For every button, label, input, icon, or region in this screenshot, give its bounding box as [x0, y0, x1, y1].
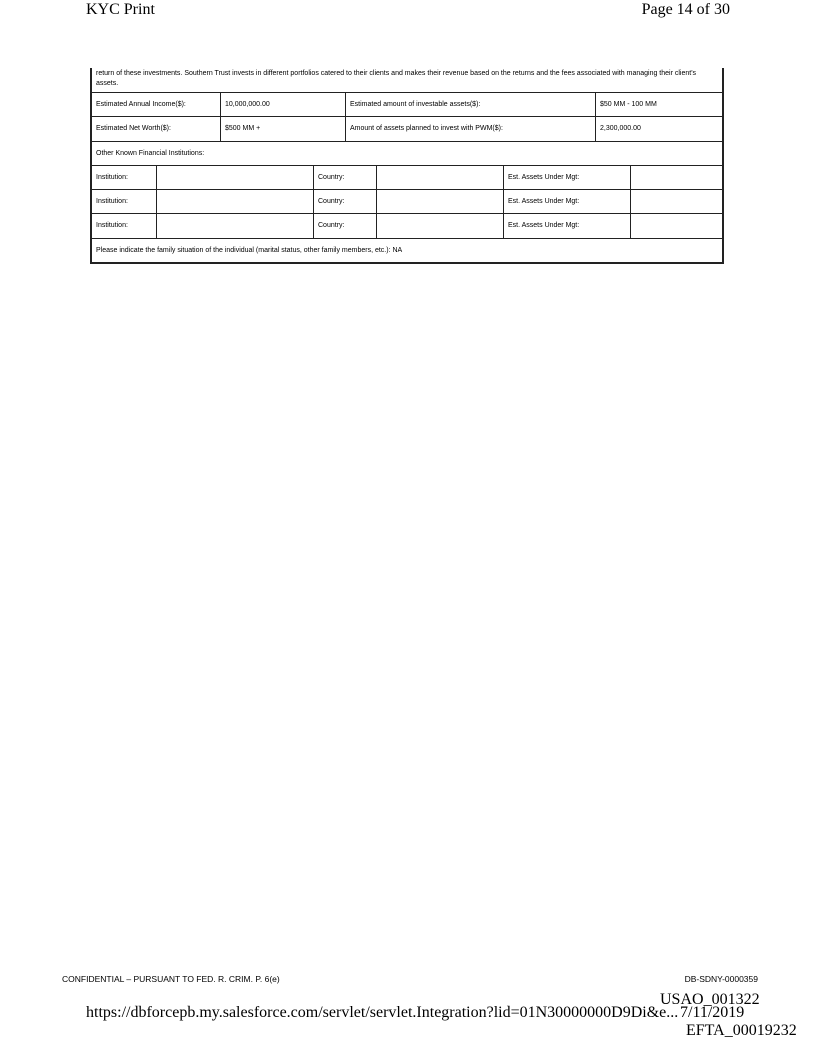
investable-assets-label: Estimated amount of investable assets($): [345, 93, 595, 116]
annual-income-row [92, 93, 722, 117]
source-url: https://dbforcepb.my.salesforce.com/servlet/servlet.Integration?lid=01N30000000D9Di&e... [86, 1004, 679, 1021]
country-label: Country: [313, 190, 376, 213]
other-institutions-label: Other Known Financial Institutions: [96, 149, 205, 157]
pwm-assets-value: 2,300,000.00 [595, 117, 722, 141]
institution-row [92, 190, 722, 214]
efta-stamp: EFTA_00019232 [686, 1022, 797, 1039]
country-value [376, 166, 503, 189]
institution-label: Institution: [96, 173, 128, 181]
print-date: 7/11/2019 [680, 1004, 745, 1021]
net-worth-value: $500 MM + [220, 117, 345, 141]
institution-row [92, 166, 722, 190]
net-worth-label: Estimated Net Worth($): [96, 125, 171, 132]
aum-value [630, 214, 722, 238]
annual-income-label: Estimated Annual Income($): [96, 100, 186, 108]
business-description-row [92, 68, 722, 93]
institution-value [156, 190, 313, 213]
aum-value [630, 166, 722, 189]
pwm-assets-label: Amount of assets planned to invest with PWM($): [345, 117, 595, 141]
kyc-financial-form [90, 68, 724, 264]
institution-row [92, 214, 722, 239]
other-institutions-row [92, 142, 722, 166]
institution-value [156, 166, 313, 189]
family-situation-row [92, 239, 722, 262]
institution-label: Institution: [96, 197, 128, 205]
net-worth-row [92, 117, 722, 142]
family-situation-text: Please indicate the family situation of the individual (marital status, other family members, etc.): NA [96, 246, 403, 254]
page-number: Page 14 of 30 [641, 1, 730, 18]
annual-income-value: 10,000,000.00 [220, 93, 345, 116]
aum-label: Est. Assets Under Mgt: [503, 166, 630, 189]
country-label: Country: [313, 214, 376, 238]
aum-label: Est. Assets Under Mgt: [503, 190, 630, 213]
aum-value [630, 190, 722, 213]
usao-stamp: USAO_001322 [660, 991, 760, 1008]
confidential-notice: CONFIDENTIAL – PURSUANT TO FED. R. CRIM. P. 6(e) [62, 974, 280, 984]
country-value [376, 214, 503, 238]
country-label: Country: [313, 166, 376, 189]
institution-value [156, 214, 313, 238]
business-description-text: return of these investments. Southern Trust invests in different portfolios catered to their clients and makes their revenue based on the returns and the fees associated with managing their client's assets. [96, 70, 697, 87]
aum-label: Est. Assets Under Mgt: [503, 214, 630, 238]
country-value [376, 190, 503, 213]
document-title: KYC Print [86, 1, 155, 18]
investable-assets-value: $50 MM - 100 MM [595, 93, 722, 116]
bates-number: DB-SDNY-0000359 [684, 974, 758, 984]
institution-label: Institution: [96, 222, 128, 229]
